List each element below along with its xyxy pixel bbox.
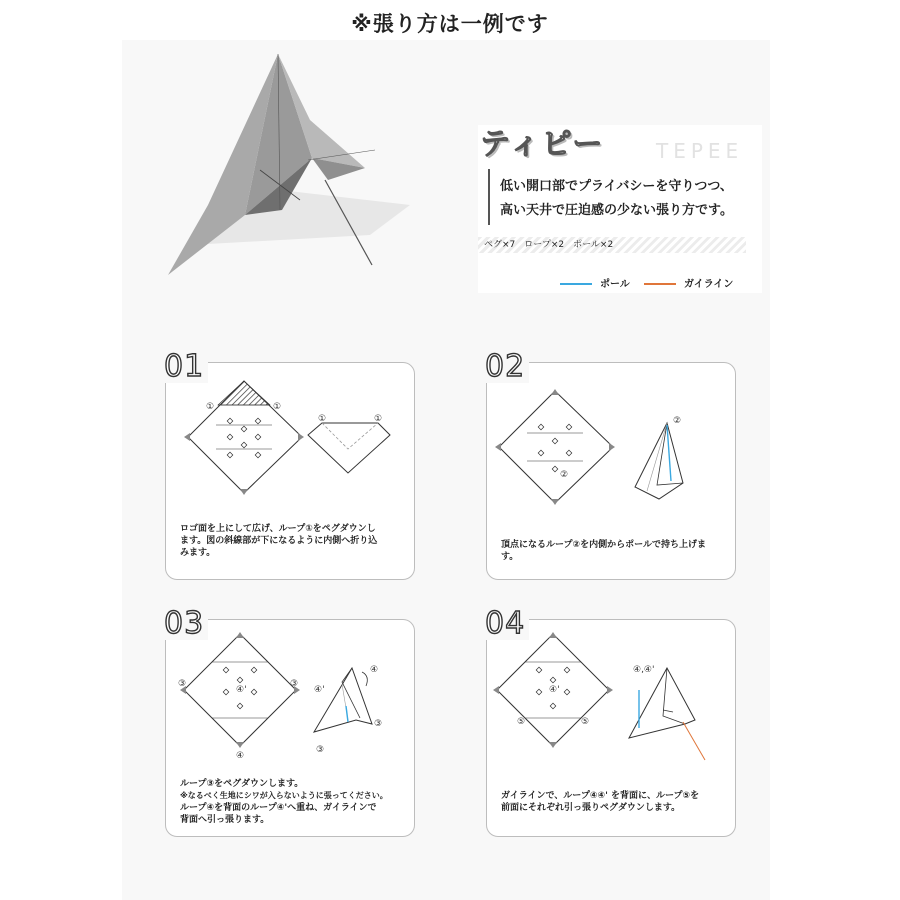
tepee-info-card <box>478 125 762 293</box>
marker-loop-3: ③ <box>290 679 299 689</box>
folded-tarp-shape <box>308 423 390 473</box>
step-02-card <box>485 349 736 580</box>
marker-loop-3: ③ <box>316 745 325 755</box>
instruction-line: 頂点になるループ②を内側からポールで持ち上げま <box>501 540 706 550</box>
tepee-japanese-name: ティピー <box>480 127 605 162</box>
marker-loop-3: ③ <box>178 679 187 689</box>
parts-list: ペグ×7 ロープ×2 ポール×2 <box>478 237 746 253</box>
step-01-instruction <box>180 523 402 559</box>
tepee-english-name: TEPEE <box>656 139 744 163</box>
guyline-line-swatch <box>644 283 676 285</box>
step-number: 02 <box>483 351 529 383</box>
legend-pole-label: ポール <box>600 279 630 290</box>
step-03-card <box>164 606 415 837</box>
marker-loop-4-pair: ④,④' <box>633 665 655 675</box>
instruction-line: ます。図の斜線部が下になるように内側へ折り込 <box>180 536 378 546</box>
marker-loop-1: ① <box>318 414 327 424</box>
instruction-line: 背面へ引っ張ります。 <box>180 815 270 825</box>
instruction-line: 前面にそれぞれ引っ張りペグダウンします。 <box>501 803 681 813</box>
description-line: 低い開口部でプライバシーを守りつつ、 <box>500 179 733 194</box>
step-02-instruction <box>501 539 723 563</box>
step-number: 01 <box>162 351 208 383</box>
instruction-line: ガイラインで、ループ④④' を背面に、ループ⑤を <box>501 791 700 801</box>
pitched-tarp-shape <box>314 668 372 732</box>
marker-loop-4: ④ <box>370 665 379 675</box>
pole-line-swatch <box>560 283 592 285</box>
legend-guyline <box>644 275 733 290</box>
marker-loop-5: ⑤ <box>581 717 590 727</box>
instruction-line: みます。 <box>180 548 216 558</box>
instruction-line: ループ③をペグダウンします。 <box>180 779 304 789</box>
marker-loop-2: ② <box>673 416 682 426</box>
marker-loop-4: ④ <box>236 751 245 761</box>
marker-loop-1: ① <box>273 402 282 412</box>
step-01-card <box>164 349 415 580</box>
legend-pole <box>560 275 630 290</box>
marker-loop-4-prime: ④' <box>314 685 325 695</box>
description-accent-bar <box>488 169 490 225</box>
finished-tepee-shape <box>629 668 705 760</box>
marker-loop-5: ⑤ <box>517 717 526 727</box>
instruction-line: す。 <box>501 552 519 562</box>
marker-loop-1: ① <box>374 414 383 424</box>
step-04-card <box>485 606 736 837</box>
instruction-note: ※なるべく生地にシワが入らないように張ってください。 <box>180 791 388 800</box>
lifted-tarp-shape <box>635 423 683 499</box>
marker-loop-1: ① <box>206 402 215 412</box>
instruction-line: ループ④を背面のループ④'へ重ね、ガイラインで <box>180 803 377 813</box>
pole-line <box>667 425 671 481</box>
page-title: ※張り方は一例です <box>351 12 549 36</box>
guyline-line <box>683 722 705 760</box>
tarp-diamond <box>495 389 615 505</box>
marker-loop-3: ③ <box>374 719 383 729</box>
tarp-diamond <box>184 381 304 495</box>
marker-loop-4-prime: ④' <box>236 685 247 695</box>
tepee-hero-illustration <box>160 40 410 290</box>
tepee-description <box>500 175 733 223</box>
legend-guyline-label: ガイライン <box>684 279 734 290</box>
marker-loop-4-prime: ④' <box>549 685 560 695</box>
instruction-line: ロゴ面を上にして広げ、ループ①をペグダウンし <box>180 524 376 534</box>
pole-line <box>346 706 348 722</box>
description-line: 高い天井で圧迫感の少ない張り方です。 <box>500 203 733 218</box>
step-number: 03 <box>162 608 208 640</box>
step-03-instruction <box>180 778 402 826</box>
step-04-instruction <box>501 790 723 814</box>
step-number: 04 <box>483 608 529 640</box>
marker-loop-2: ② <box>560 470 569 480</box>
